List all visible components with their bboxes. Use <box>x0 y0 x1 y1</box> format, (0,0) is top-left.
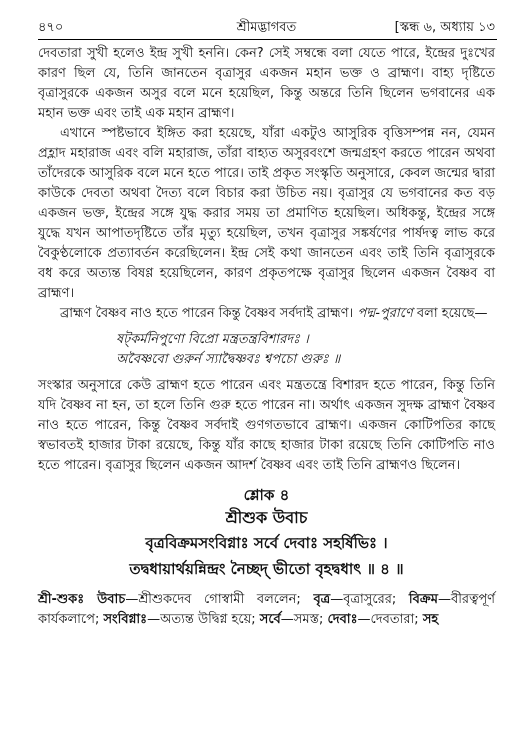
paragraph-1: দেবতারা সুখী হলেও ইন্দ্র সুখী হননি। কেন? সেই সম্বন্ধে বলা যেতে পারে, ইন্দ্রের দুঃখের কারণ ছিল যে, তিনি জানতেন বৃত্রাসুর একজন মহান ভক্ত ও ব্রাহ্মণ। বাহ্য দৃষ্টিতে বৃত্রাসুরকে একজন অসুর বলে মনে হয়েছিল, কিন্তু অন্তরে তিনি ছিলেন ভগবানের এক মহান ভক্ত এবং তাই এক মহান ব্রাহ্মণ। <box>38 46 495 121</box>
quoted-verse <box>116 330 495 370</box>
synonym-term: বিক্রম <box>408 592 438 607</box>
sloka-speaker: শ্রীশুক উবাচ <box>225 508 308 527</box>
book-title: শ্রীমদ্ভাগবত <box>236 20 297 35</box>
paragraph-3-tail: বলা হয়েছে— <box>416 306 488 321</box>
synonym-meaning: অত্যন্ত উদ্বিগ্ন হয়ে; <box>160 612 260 627</box>
paragraph-2: এখানে স্পষ্টভাবে ইঙ্গিত করা হয়েছে, যাঁরা একটুও আসুরিক বৃত্তিসম্পন্ন নন, যেমন প্রহ্লাদ মহারাজ এবং বলি মহারাজ, তাঁরা বাহ্যত অসুরবংশে জন্মগ্রহণ করতে পারেন অথবা তাঁদেরকে আসুরিক বলে মনে হতে পারে। তাই প্রকৃত সংস্কৃতি অনুসারে, কেবল জন্মের দ্বারা কাউকে দেবতা অথবা দৈত্য বলে বিচার করা উচিত নয়। বৃত্রাসুর যে ভগবানের কত বড় একজন ভক্ত, ইন্দ্রের সঙ্গে যুদ্ধ করার সময় তা প্রমাণিত হয়েছিল। অধিকন্তু, ইন্দ্রের সঙ্গে যুদ্ধে যখন আপাতদৃষ্টিতে তাঁর মৃত্যু হয়েছিল, তখন বৃত্রাসুর সঙ্কর্ষণের পার্ষদত্ব লাভ করে বৈকুণ্ঠলোকে প্রত্যাবর্তন করেছিলেন। ইন্দ্র সেই কথা জানতেন এবং তাই তিনি বৃত্রাসুরকে বধ করে অত্যন্ত বিষণ্ণ হয়েছিলেন, কারণ প্রকৃতপক্ষে বৃত্রাসুর ছিলেন একজন বৈষ্ণব বা ব্রাহ্মণ। <box>38 126 495 301</box>
synonym-term: সংবিগ্নাঃ <box>103 612 148 627</box>
verse-line-2: অবৈষ্ণবো গুরুর্ন স্যাদ্বৈষ্ণবঃ শ্বপচো গুরুঃ ॥ <box>116 352 341 367</box>
synonym-meaning: বীরত্বপূর্ণ কার্যকলাপে; <box>38 592 496 627</box>
sloka-line-2: তদ্বধায়ার্থয়ন্নিন্দ্রং নৈচ্ছদ্ ভীতো বৃহদ্বধাৎ ॥ ৪ ॥ <box>129 560 404 578</box>
sloka-heading: শ্লোক ৪ <box>243 486 290 504</box>
page-body <box>38 44 495 630</box>
scripture-reference: পদ্ম-পুরাণে <box>357 306 413 321</box>
page-number: ৪৭০ <box>38 20 64 35</box>
synonyms: শ্রী-শুকঃ উবাচ—শ্রীশুকদেব গোস্বামী বললেন; বৃত্র—বৃত্রাসুরের; বিক্রম—বীরত্বপূর্ণ কার্যকলাপে; সংবিগ্নাঃ—অত্যন্ত উদ্বিগ্ন হয়ে; সর্বে—সমস্ত; দেবাঃ—দেবতারা; সহ <box>38 592 496 627</box>
synonym-term: সহ <box>422 612 439 627</box>
synonym-term: সর্বে <box>259 612 281 627</box>
synonym-meaning: সমস্ত; <box>293 612 328 627</box>
sloka-line-1: বৃত্রবিক্রমসংবিগ্নাঃ সর্বে দেবাঃ সহর্ষিভিঃ । <box>145 534 388 552</box>
synonym-term: বৃত্র <box>313 592 331 607</box>
paragraph-3-text: ব্রাহ্মণ বৈষ্ণব নাও হতে পারেন কিন্তু বৈষ্ণব সর্বদাই ব্রাহ্মণ। <box>60 306 354 321</box>
synonym-meaning: বৃত্রাসুরের; <box>343 592 409 607</box>
synonym-term: দেবাঃ <box>327 612 358 627</box>
chapter-reference: [স্কন্ধ ৬, অধ্যায় ১৩ <box>394 20 495 35</box>
synonym-meaning: শ্রীশুকদেব গোস্বামী বললেন; <box>138 592 314 607</box>
page-header <box>38 18 495 38</box>
synonym-meaning: দেবতারা; <box>370 612 423 627</box>
synonym-term: শ্রী-শুকঃ উবাচ <box>38 592 126 607</box>
verse-line-1: ষট্‌কর্মনিপুণো বিপ্রো মন্ত্রতন্ত্রবিশারদঃ । <box>116 332 309 347</box>
paragraph-3 <box>38 304 495 324</box>
paragraph-4: সংস্কার অনুসারে কেউ ব্রাহ্মণ হতে পারেন এবং মন্ত্রতন্ত্রে বিশারদ হতে পারেন, কিন্তু তিনি যদি বৈষ্ণব না হন, তা হলে তিনি গুরু হতে পারেন না। অর্থাৎ একজন সুদক্ষ ব্রাহ্মণ বৈষ্ণব নাও হতে পারেন, কিন্তু বৈষ্ণব সর্বদাই গুণগতভাবে ব্রাহ্মণ। একজন কোটিপতির কাছে স্বভাবতই হাজার টাকা রয়েছে, কিন্তু যাঁর কাছে হাজার টাকা রয়েছে তিনি কোটিপতি নাও হতে পারেন। বৃত্রাসুর ছিলেন একজন আদর্শ বৈষ্ণব এবং তাই তিনি ব্রাহ্মণও ছিলেন। <box>38 378 495 473</box>
header-divider <box>38 39 497 40</box>
